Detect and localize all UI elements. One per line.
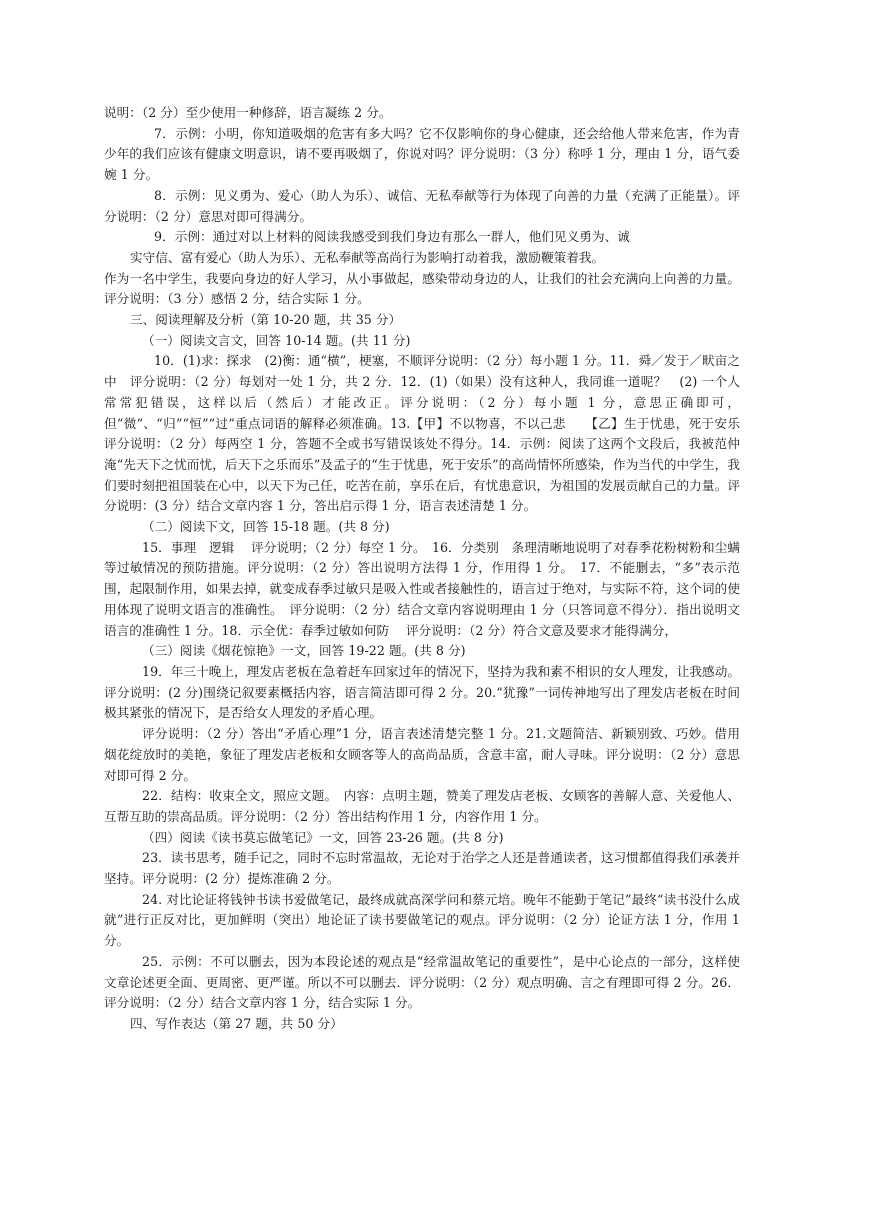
subsection-3-heading: （三）阅读《烟花惊艳》一文，回答 19-22 题。(共 8 分) [142,643,466,659]
section-4-heading: 四、写作表达（第 27 题，共 50 分） [130,1015,343,1031]
answer-24: 24. 对比论证将钱钟书读书爱做笔记，最终成就高深学问和蔡元培。晚年不能勤于笔记”最终“读书没什么成就”进行正反对比，更加鲜明（突出）地论证了读书要做笔记的观点。评分说明：（2 分）论证方法 1 分，作用 1 分。 [104,891,740,949]
answer-7: 7．示例：小明，你知道吸烟的危害有多大吗？它不仅影响你的身心健康，还会给他人带来危害，作为青少年的我们应该有健康文明意识，请不要再吸烟了，你说对吗？评分说明：（3 分）称呼 1 分，理由 1 分，语气委婉 1 分。 [104,125,740,183]
answers-10-14: 10．(1)求：探求 (2)衡：通“横”，梗塞，不顺评分说明：（2 分）每小题 1 分。11．舜／发于／畎亩之中 评分说明：（2 分）每划对一处 1 分，共 2 分．12．(1)（如果）没有这种人，我同谁一道呢？ (2) 一个人常常犯错误，这样以后（然后）才能改正。评分说明：（2 分）每小题 1 分，意思正确即可，但“微”、“归”“恒”“过”重点词语的解释必须准确。13.【甲】不以物喜，不以己悲 【乙】生于忧患，死于安乐 评分说明：（2 分）每两空 1 分，答题不全或书写错误该处不得分。14．示例：阅读了这两个文段后，我被范仲淹“先天下之忧而忧，后天下之乐而乐”及孟子的“生于忧患，死于安乐”的高尚情怀所感染，作为当代的中学生，我们要时刻把祖国装在心中，以天下为己任，吃苦在前，享乐在后，有忧患意识，为祖国的发展贡献自己的力量。评分说明：(3 分）结合文章内容 1 分，答出启示得 1 分，语言表述清楚 1 分。 [104,353,753,514]
paragraph-6-note: 说明：（2 分）至少使用一种修辞，语言凝练 2 分。 [104,105,392,120]
answer-9-first-line: 9．示例：通过对以上材料的阅读我感受到我们身边有那么一群人，他们见义勇为、诚 [154,229,630,245]
answers-19-20: 19．年三十晚上，理发店老板在急着赶车回家过年的情况下，坚持为我和素不相识的女人理发，让我感动。 评分说明：(2 分)围绕记叙要素概括内容，语言简洁即可得 2 分。20.“犹豫”一词传神地写出了理发店老板在时间极其紧张的情况下，是否给女人理发的矛盾心理。 [104,663,740,721]
answer-22: 22．结构：收束全文，照应文题。 内容：点明主题，赞美了理发店老板、女顾客的善解人意、关爱他人、互帮互助的崇高品质。评分说明：（2 分）答出结构作用 1 分，内容作用 1 分。 [104,788,740,824]
section-3-heading: 三、阅读理解及分析（第 10-20 题，共 35 分） [130,312,402,328]
answer-9-second-line: 实守信、富有爱心（助人为乐）、无私奉献等高尚行为影响打动着我，激励鞭策着我。 [130,249,605,265]
answers-20-21: 评分说明：（2 分）答出“矛盾心理”1 分，语言表述清楚完整 1 分。21.文题简洁、新颖别致、巧妙。借用烟花绽放时的美艳，象征了理发店老板和女顾客等人的高尚品质，含意丰富，耐人寻味。评分说明：（2 分）意思对即可得 2 分。 [104,726,740,783]
answer-9-rest: 作为一名中学生，我要向身边的好人学习，从小事做起，感染带动身边的人，让我们的社会充满向上向善的力量。评分说明：（3 分）感悟 2 分，结合实际 1 分。 [104,270,740,307]
subsection-4-heading: （四）阅读《读书莫忘做笔记》一文，回答 23-26 题。(共 8 分) [142,829,504,845]
answers-25-26: 25．示例：不可以删去，因为本段论述的观点是“经常温故笔记的重要性”，是中心论点的一部分，这样使文章论述更全面、更周密、更严谨。所以不可以删去．评分说明：（2 分）观点明确、言之有理即可得 2 分。26．评分说明：（2 分）结合文章内容 1 分，结合实际 1 分。 [104,953,740,1011]
answer-23: 23．读书思考，随手记之，同时不忘时常温故，无论对于治学之人还是普通读者，这习惯都值得我们承袭并坚持。评分说明：(2 分）提炼准确 2 分。 [104,850,740,887]
subsection-1-heading: （一）阅读文言文，回答 10-14 题。(共 11 分) [142,332,411,348]
answer-key-document [104,103,753,1035]
subsection-2-heading: （二）阅读下文，回答 15-18 题。(共 8 分) [142,519,390,535]
answers-15-18: 15．事理 逻辑 评分说明；（2 分）每空 1 分。 16．分类别 条理清晰地说明了对春季花粉树粉和尘螨等过敏情况的预防措施。评分说明：（2 分）答出说明方法得 1 分，作用得 1 分。 17．不能删去，“多”表示范围，起限制作用，如果去掉，就变成春季过敏只是吸入性或者接触性的，语言过于绝对，与实际不符，这个词的使用体现了说明文语言的准确性。 评分说明：（2 分）结合文章内容说明理由 1 分（只答词意不得分）．指出说明文语言的准确性 1 分。18．示全优：春季过敏如何防 评分说明：（2 分）符合文意及要求才能得满分， [104,539,740,638]
answer-8: 8．示例：见义勇为、爱心（助人为乐）、诚信、无私奉献等行为体现了向善的力量（充满了正能量）。评分说明：（2 分）意思对即可得满分。 [104,187,740,224]
